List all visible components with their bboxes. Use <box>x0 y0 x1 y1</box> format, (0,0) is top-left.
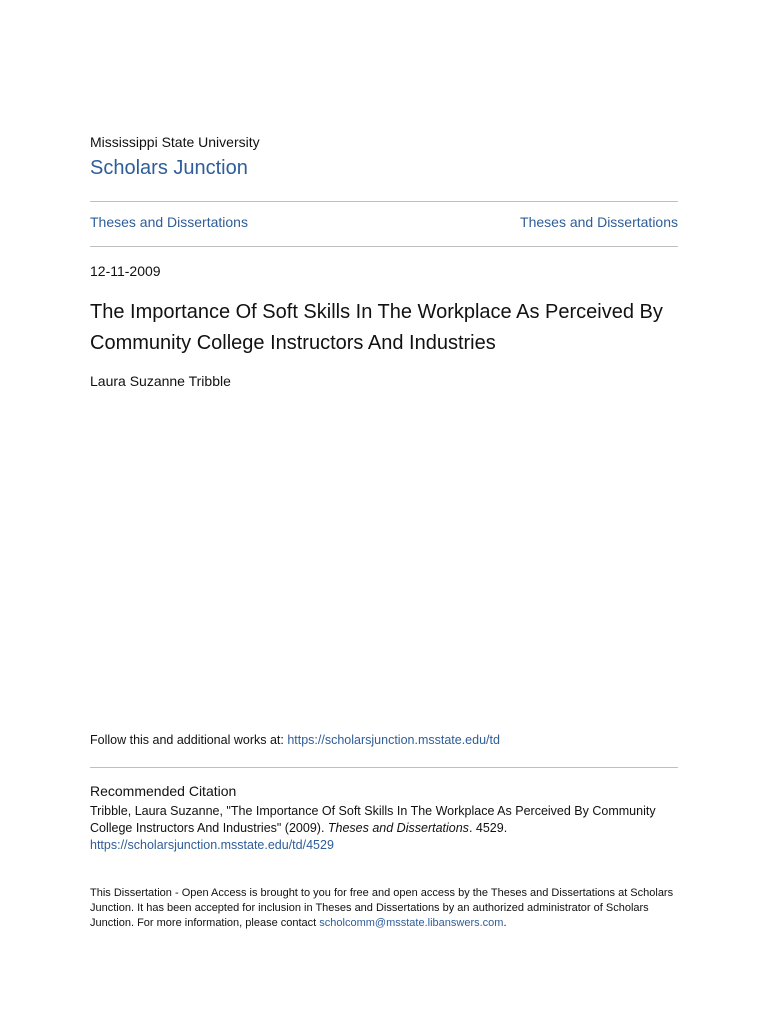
contact-email-link[interactable]: scholcomm@msstate.libanswers.com <box>319 917 504 929</box>
citation-text-part1: Tribble, Laura Suzanne, "The Importance Of Soft Skills In The Workplace As Perceived By Community College Instructors And Industries" (2009). <box>90 804 656 835</box>
divider-citation <box>90 767 678 768</box>
document-title <box>90 297 678 359</box>
notice-text: This Dissertation - Open Access is brought to you for free and open access by the Theses and Dissertations at Scholars Junction. It has been accepted for inclusion in Theses and Dissertations by an authorized administrator of Scholars Junction. For more information, please contact <box>90 887 674 929</box>
citation-text-part2: . 4529. <box>468 821 508 835</box>
follow-prefix: Follow this and additional works at: <box>90 733 288 747</box>
access-notice <box>90 886 678 931</box>
cover-page <box>90 0 678 1024</box>
collection-link-left[interactable]: Theses and Dissertations <box>90 214 248 230</box>
author-name: Laura Suzanne Tribble <box>90 373 231 389</box>
follow-line <box>90 733 500 747</box>
publication-date: 12-11-2009 <box>90 263 161 279</box>
title-line-2: Community College Instructors And Industries <box>90 332 496 354</box>
follow-url-link[interactable]: https://scholarsjunction.msstate.edu/td <box>287 733 500 747</box>
institution-name: Mississippi State University <box>90 134 260 150</box>
citation-series: Theses and Dissertations <box>327 821 469 835</box>
title-line-1: The Importance Of Soft Skills In The Workplace As Perceived By <box>90 301 663 323</box>
notice-suffix: . <box>503 917 507 929</box>
divider-collections <box>90 246 678 247</box>
citation-heading: Recommended Citation <box>90 783 237 799</box>
citation-text <box>90 803 678 837</box>
collection-link-right[interactable]: Theses and Dissertations <box>520 214 678 230</box>
citation-url-link[interactable]: https://scholarsjunction.msstate.edu/td/4529 <box>90 838 334 852</box>
divider-top <box>90 201 678 202</box>
repository-link[interactable]: Scholars Junction <box>90 157 248 179</box>
